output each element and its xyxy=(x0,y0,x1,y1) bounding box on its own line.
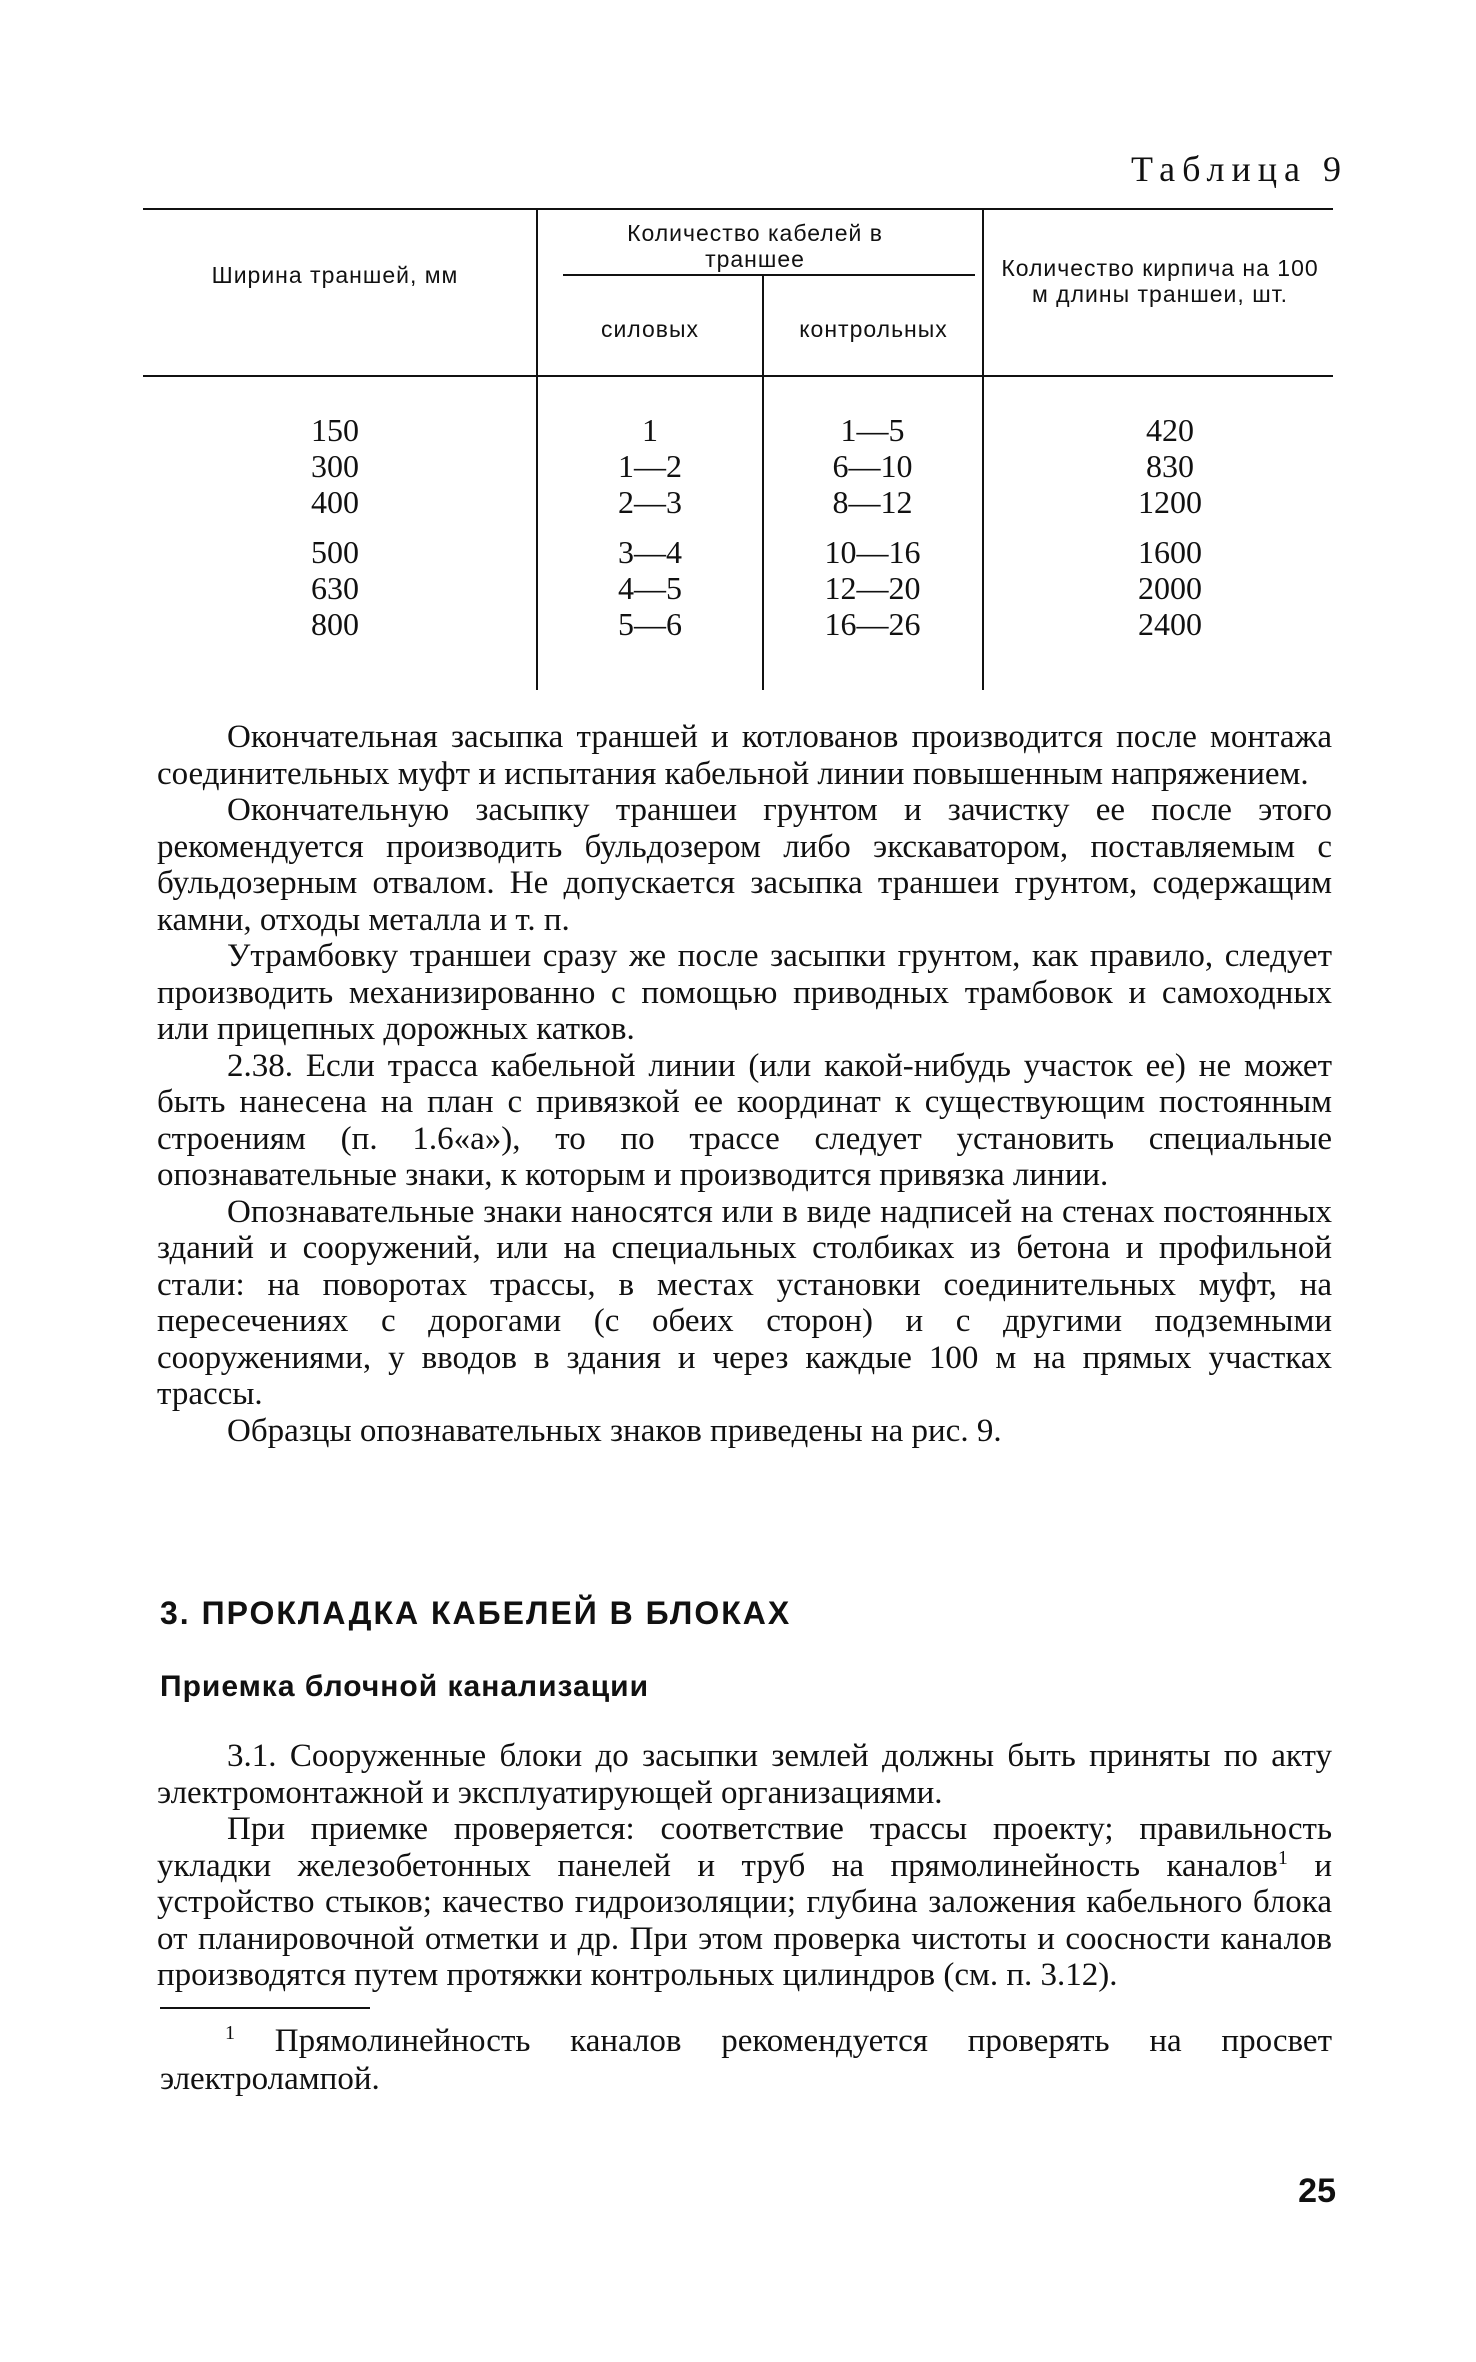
footnote-text: Прямолинейность каналов рекомендуется проверять на просвет электролампой. xyxy=(160,2023,1332,2097)
paragraph-text: и устройство стыков; качество гидроизоляции; глубина заложения кабельного блока от планировочной отметки и др. При этом проверка чистоты и соосности каналов производятся путем протяжки контрольных цилиндров (см. п. 3.12). xyxy=(157,1847,1332,1993)
table-header-rule xyxy=(143,375,1333,377)
footnote-reference: 1 xyxy=(1277,1846,1288,1869)
cell-control: 16—26 xyxy=(824,606,921,642)
cell-bricks: 1600 xyxy=(1138,534,1202,570)
paragraph: Окончательную засыпку траншеи грунтом и зачистку ее после этого рекомендуется производить бульдозером либо экскаватором, поставляемым с бульдозерным отвалом. Не допускается засыпка траншеи грунтом, содержащим камни, отходы металла и т. п. xyxy=(157,792,1332,938)
cell-bricks: 2400 xyxy=(1138,606,1202,642)
footnote-rule xyxy=(160,2007,370,2009)
subsection-title: Приемка блочной канализации xyxy=(160,1670,650,1703)
table-subheader-rule xyxy=(563,274,975,276)
cell-power: 1 xyxy=(642,412,658,448)
column-power xyxy=(565,412,735,642)
table-top-rule xyxy=(143,208,1333,210)
cell-control: 8—12 xyxy=(832,484,913,520)
paragraph-text: При приемке проверяется: соответствие трассы проекту; правильность укладки железобетонных панелей и труб на прямолинейность каналов xyxy=(157,1811,1332,1884)
cell-width: 630 xyxy=(311,570,359,606)
cell-control: 10—16 xyxy=(824,534,921,570)
cell-control: 1—5 xyxy=(840,412,905,448)
cell-width: 300 xyxy=(311,448,359,484)
paragraph xyxy=(157,1811,1332,1994)
cell-power: 4—5 xyxy=(618,570,682,606)
header-trench-width: Ширина траншей, мм xyxy=(211,262,459,288)
cell-bricks: 1200 xyxy=(1138,484,1202,520)
cell-power: 2—3 xyxy=(618,484,682,520)
table-divider-1 xyxy=(536,210,538,690)
cell-power: 1—2 xyxy=(618,448,682,484)
header-control-cables: контрольных xyxy=(799,316,948,342)
cell-width: 400 xyxy=(311,484,359,520)
cell-control: 12—20 xyxy=(824,570,921,606)
column-control xyxy=(785,412,960,642)
paragraph: 2.38. Если трасса кабельной линии (или какой-нибудь участок ее) не может быть нанесена на план с привязкой ее координат к существующим постоянным строениям (п. 1.6«а»), то по трассе следует установить специальные опознавательные знаки, к которым и производится привязка линии. xyxy=(157,1047,1332,1193)
header-power-cables: силовых xyxy=(600,316,700,342)
paragraph: Окончательная засыпка траншей и котлованов производится после монтажа соединительных муфт и испытания кабельной линии повышенным напряжением. xyxy=(157,719,1332,792)
table-divider-3 xyxy=(982,210,984,690)
paragraph: Опознавательные знаки наносятся или в виде надписей на стенах постоянных зданий и сооружений, или на специальных столбиках из бетона и профильной стали: на поворотах трассы, в местах установки соединительных муфт, на пересечениях с дорогами (с обеих сторон) и с другими подземными сооружениями, у вводов в здания и через каждые 100 м на прямых участках трассы. xyxy=(157,1193,1332,1412)
paragraph: Образцы опознавательных знаков приведены на рис. 9. xyxy=(227,1412,1002,1449)
paragraph: Утрамбовку траншеи сразу же после засыпки грунтом, как правило, следует производить механизированно с помощью приводных трамбовок и самоходных или прицепных дорожных катков. xyxy=(157,938,1332,1047)
cell-power: 5—6 xyxy=(618,606,682,642)
column-width xyxy=(240,412,430,642)
table-caption: Таблица 9 xyxy=(1131,149,1348,189)
cell-control: 6—10 xyxy=(832,448,913,484)
footnote xyxy=(160,2022,1332,2098)
table-divider-2 xyxy=(762,276,764,690)
cell-bricks: 830 xyxy=(1146,448,1194,484)
column-bricks xyxy=(1075,412,1265,642)
header-brick-count: Количество кирпича на 100 м длины траншеи, шт. xyxy=(1001,255,1319,307)
section-title: 3. ПРОКЛАДКА КАБЕЛЕЙ В БЛОКАХ xyxy=(160,1595,792,1631)
body-text-top xyxy=(157,719,1332,1449)
cell-power: 3—4 xyxy=(618,534,682,570)
body-text-bottom xyxy=(157,1738,1332,1994)
cell-bricks: 2000 xyxy=(1138,570,1202,606)
cell-width: 500 xyxy=(311,534,359,570)
footnote-marker: 1 xyxy=(225,2022,235,2044)
header-cable-count: Количество кабелей в траншее xyxy=(627,220,883,272)
paragraph: 3.1. Сооруженные блоки до засыпки землей должны быть приняты по акту электромонтажной и эксплуатирующей организациями. xyxy=(157,1738,1332,1811)
cell-width: 800 xyxy=(311,606,359,642)
page-number: 25 xyxy=(1298,2172,1336,2210)
cell-bricks: 420 xyxy=(1146,412,1194,448)
cell-width: 150 xyxy=(311,412,359,448)
